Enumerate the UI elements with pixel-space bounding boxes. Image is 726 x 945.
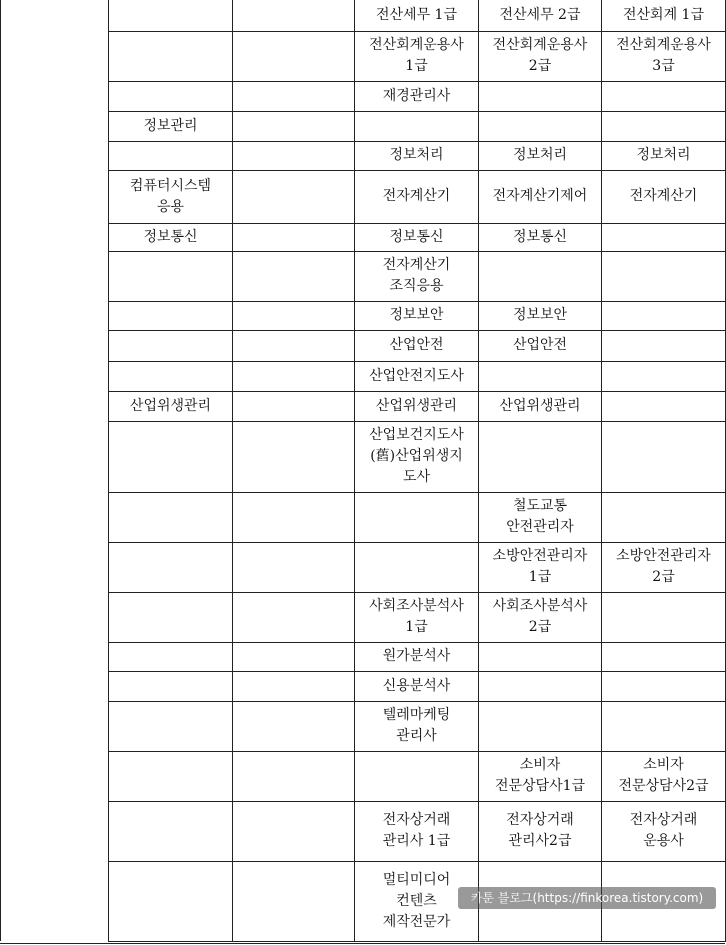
blank-cell (1, 330, 109, 361)
table-row (1, 330, 726, 361)
cell-text: 산업위생관리 (129, 397, 212, 414)
blank-cell (233, 111, 355, 141)
cell-text: 전자상거래 운용사 (629, 812, 698, 849)
table-row (1, 492, 726, 542)
level-2-cert-cell (479, 170, 602, 223)
blank-cell (1, 391, 109, 421)
table-row (1, 592, 726, 642)
level-1-cert-cell (355, 301, 479, 330)
cell-text: 전산회계운용사 2급 (492, 37, 588, 74)
table-row (1, 361, 726, 391)
level-2-cert-cell (479, 751, 602, 801)
category-cell (109, 170, 233, 223)
cell-text: 소방안전관리자 2급 (616, 548, 711, 585)
level-1-cert-cell (355, 170, 479, 223)
level-2-cert-cell (479, 0, 602, 31)
category-cell (109, 421, 233, 492)
table-row (1, 0, 726, 31)
level-3-cert-cell (602, 31, 726, 81)
level-1-cert-cell (355, 251, 479, 301)
category-cell (109, 251, 233, 301)
blank-cell (1, 0, 109, 31)
blank-cell (233, 170, 355, 223)
cell-text: 전산회계운용사 1급 (369, 37, 464, 74)
level-3-cert-cell (602, 421, 726, 492)
blank-cell (1, 801, 109, 861)
blank-cell (1, 671, 109, 701)
level-2-cert-cell (479, 701, 602, 751)
level-3-cert-cell (602, 251, 726, 301)
category-cell (109, 141, 233, 170)
blank-cell (233, 861, 355, 941)
blank-cell (233, 251, 355, 301)
level-2-cert-cell (479, 801, 602, 861)
table-row (1, 170, 726, 223)
category-cell (109, 861, 233, 941)
category-cell (109, 642, 233, 671)
category-cell (109, 492, 233, 542)
blank-cell (233, 0, 355, 31)
blank-cell (1, 542, 109, 592)
level-2-cert-cell (479, 251, 602, 301)
cell-text: 정보처리 (512, 147, 568, 163)
blank-cell (233, 223, 355, 251)
table-row (1, 31, 726, 81)
cell-text: 소방안전관리자 1급 (492, 548, 588, 585)
table-row (1, 301, 726, 330)
table-row (1, 421, 726, 492)
category-cell (109, 542, 233, 592)
cell-text: 정보처리 (636, 147, 691, 163)
level-1-cert-cell (355, 31, 479, 81)
cell-text: 원가분석사 (382, 648, 451, 664)
table-row (1, 141, 726, 170)
level-1-cert-cell (355, 0, 479, 31)
cell-text: 전자계산기 (382, 188, 451, 204)
cell-text: 산업위생관리 (375, 397, 458, 414)
level-3-cert-cell (602, 801, 726, 861)
category-cell (109, 751, 233, 801)
level-1-cert-cell (355, 542, 479, 592)
category-cell (109, 361, 233, 391)
certificate-table-body (1, 0, 726, 941)
category-cell (109, 801, 233, 861)
cell-text: 정보통신 (512, 228, 568, 245)
blank-cell (233, 801, 355, 861)
cell-text: 산업안전 (512, 337, 568, 353)
level-2-cert-cell (479, 111, 602, 141)
level-3-cert-cell (602, 0, 726, 31)
blank-cell (233, 592, 355, 642)
category-cell (109, 301, 233, 330)
level-3-cert-cell (602, 301, 726, 330)
cell-text: 소비자 전문상담사2급 (618, 757, 709, 794)
table-row (1, 801, 726, 861)
blank-cell (1, 751, 109, 801)
level-1-cert-cell (355, 223, 479, 251)
level-2-cert-cell (479, 421, 602, 492)
cell-text: 산업안전지도사 (369, 367, 464, 384)
blank-cell (1, 421, 109, 492)
cell-text: 정보보안 (389, 307, 444, 323)
level-2-cert-cell (479, 141, 602, 170)
blank-cell (233, 391, 355, 421)
level-2-cert-cell (479, 542, 602, 592)
cell-text: 전자계산기제어 (492, 188, 588, 204)
level-3-cert-cell (602, 751, 726, 801)
category-cell (109, 391, 233, 421)
blog-watermark: 카툰 블로그(https://finkorea.tistory.com) (458, 887, 716, 909)
cell-text: 산업보건지도사 (舊)산업위생지 도사 (369, 427, 464, 485)
blank-cell (233, 701, 355, 751)
cell-text: 전산세무 2급 (499, 6, 581, 23)
category-cell (109, 330, 233, 361)
cell-text: 전산세무 1급 (376, 6, 457, 23)
table-row (1, 81, 726, 111)
blank-cell (1, 701, 109, 751)
level-1-cert-cell (355, 141, 479, 170)
level-3-cert-cell (602, 391, 726, 421)
level-2-cert-cell (479, 642, 602, 671)
cell-text: 전자상거래 관리사2급 (506, 812, 574, 849)
category-cell (109, 671, 233, 701)
table-row (1, 642, 726, 671)
level-3-cert-cell (602, 111, 726, 141)
cell-text: 전자계산기 조직응용 (382, 257, 451, 294)
category-cell (109, 111, 233, 141)
level-3-cert-cell (602, 642, 726, 671)
cell-text: 컴퓨터시스템 응용 (129, 177, 212, 215)
level-2-cert-cell (479, 301, 602, 330)
cell-text: 신용분석사 (382, 677, 451, 694)
level-1-cert-cell (355, 642, 479, 671)
table-bottom-border (0, 943, 725, 944)
level-2-cert-cell (479, 361, 602, 391)
level-3-cert-cell (602, 671, 726, 701)
blank-cell (233, 301, 355, 330)
level-1-cert-cell (355, 361, 479, 391)
blank-cell (1, 861, 109, 941)
level-2-cert-cell (479, 31, 602, 81)
table-row (1, 671, 726, 701)
table-row (1, 111, 726, 141)
blank-cell (1, 301, 109, 330)
blank-cell (1, 223, 109, 251)
level-1-cert-cell (355, 671, 479, 701)
table-row (1, 542, 726, 592)
blank-cell (1, 492, 109, 542)
level-3-cert-cell (602, 361, 726, 391)
level-1-cert-cell (355, 111, 479, 141)
blank-cell (233, 671, 355, 701)
cell-text: 재경관리사 (382, 87, 451, 104)
blank-cell (233, 642, 355, 671)
category-cell (109, 592, 233, 642)
blank-cell (1, 141, 109, 170)
level-2-cert-cell (479, 492, 602, 542)
level-3-cert-cell (602, 223, 726, 251)
cell-text: 사회조사분석사 2급 (492, 598, 588, 635)
level-2-cert-cell (479, 330, 602, 361)
cell-text: 산업안전 (389, 337, 444, 353)
table-row (1, 391, 726, 421)
cell-text: 철도교통 안전관리자 (506, 498, 574, 535)
level-1-cert-cell (355, 801, 479, 861)
blank-cell (233, 751, 355, 801)
cell-text: 전자상거래 관리사 1급 (382, 812, 451, 849)
level-1-cert-cell (355, 701, 479, 751)
level-2-cert-cell (479, 592, 602, 642)
category-cell (109, 701, 233, 751)
level-3-cert-cell (602, 330, 726, 361)
level-3-cert-cell (602, 542, 726, 592)
cell-text: 텔레마케팅 관리사 (382, 707, 451, 744)
blank-cell (1, 361, 109, 391)
cell-text: 전자계산기 (629, 188, 698, 204)
cell-text: 정보통신 (389, 228, 444, 245)
cell-text: 정보처리 (389, 147, 444, 163)
level-1-cert-cell (355, 421, 479, 492)
blank-cell (1, 81, 109, 111)
cell-text: 산업위생관리 (499, 397, 581, 414)
level-3-cert-cell (602, 492, 726, 542)
category-cell (109, 0, 233, 31)
level-3-cert-cell (602, 701, 726, 751)
level-3-cert-cell (602, 592, 726, 642)
blank-cell (233, 361, 355, 391)
blank-cell (233, 81, 355, 111)
blank-cell (233, 31, 355, 81)
blank-cell (1, 592, 109, 642)
blank-cell (1, 170, 109, 223)
blank-cell (233, 330, 355, 361)
cell-text: 전산회계 1급 (623, 6, 704, 23)
blank-cell (1, 642, 109, 671)
cell-text: 사회조사분석사 1급 (369, 598, 464, 635)
level-2-cert-cell (479, 391, 602, 421)
table-row (1, 701, 726, 751)
cell-text: 정보관리 (143, 117, 198, 134)
level-1-cert-cell (355, 751, 479, 801)
blank-cell (233, 421, 355, 492)
blank-cell (1, 31, 109, 81)
level-3-cert-cell (602, 170, 726, 223)
level-2-cert-cell (479, 81, 602, 111)
category-cell (109, 223, 233, 251)
level-2-cert-cell (479, 671, 602, 701)
cell-text: 전산회계운용사 3급 (616, 37, 711, 74)
level-2-cert-cell (479, 223, 602, 251)
blank-cell (233, 492, 355, 542)
level-1-cert-cell (355, 592, 479, 642)
cell-text: 정보통신 (143, 228, 198, 245)
cell-text: 소비자 전문상담사1급 (494, 757, 586, 794)
cell-text: 멀티미디어 컨텐츠 제작전문가 (382, 871, 451, 930)
level-1-cert-cell (355, 492, 479, 542)
level-1-cert-cell (355, 81, 479, 111)
blank-cell (1, 111, 109, 141)
table-row (1, 251, 726, 301)
level-1-cert-cell (355, 391, 479, 421)
table-row (1, 223, 726, 251)
cell-text: 정보보안 (512, 307, 568, 323)
level-1-cert-cell (355, 330, 479, 361)
blank-cell (233, 141, 355, 170)
category-cell (109, 81, 233, 111)
blank-cell (233, 542, 355, 592)
table-row (1, 751, 726, 801)
category-cell (109, 31, 233, 81)
blank-cell (1, 251, 109, 301)
level-3-cert-cell (602, 81, 726, 111)
level-3-cert-cell (602, 141, 726, 170)
